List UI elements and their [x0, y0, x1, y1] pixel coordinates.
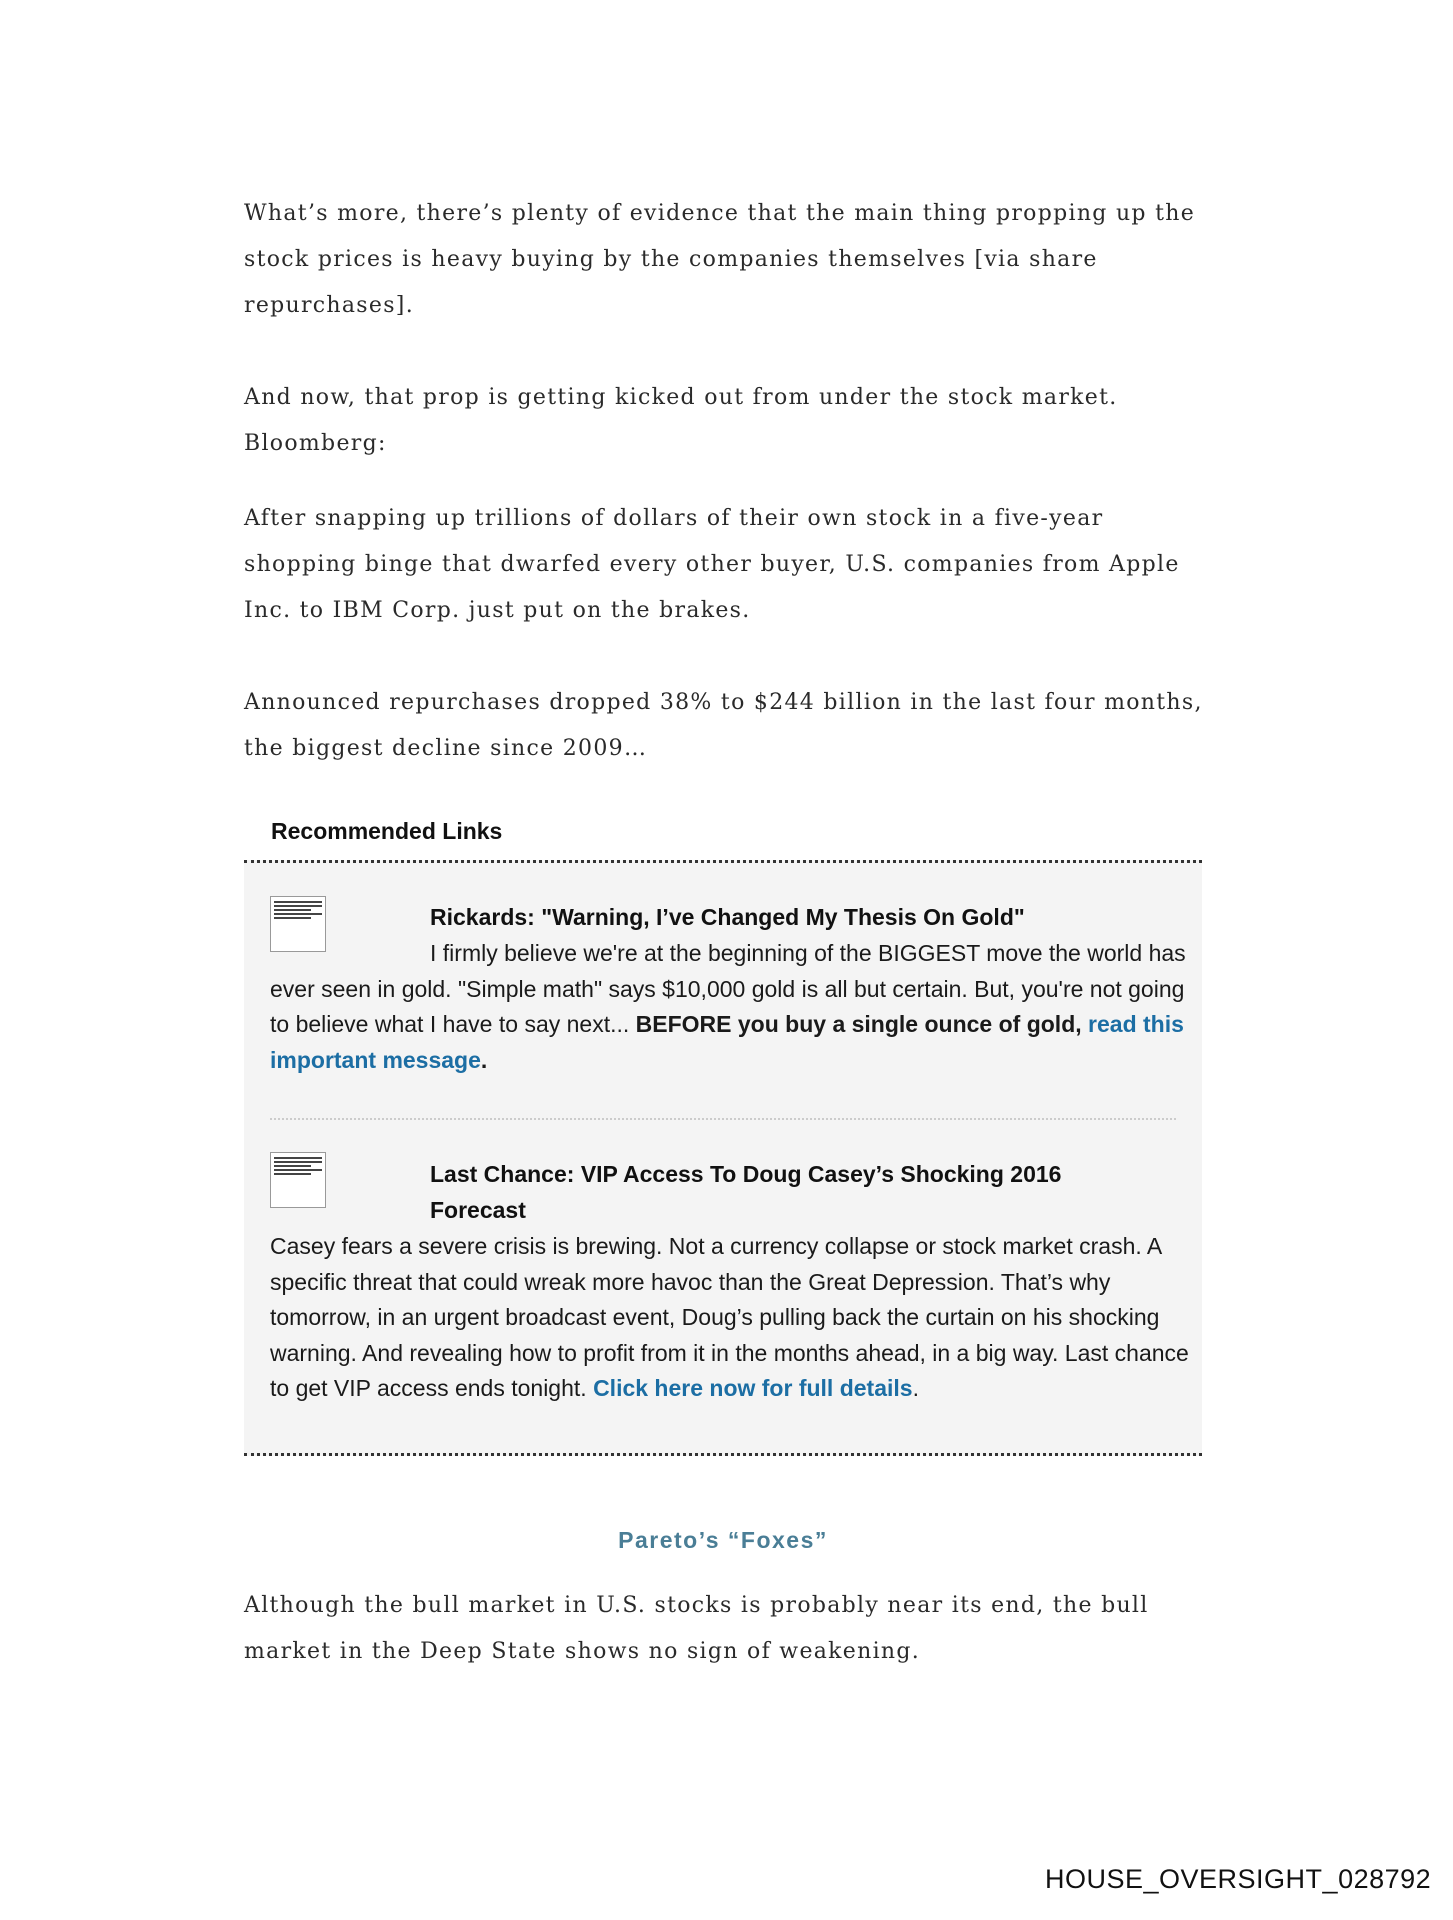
recommended-links-title: Recommended Links	[271, 818, 503, 844]
article-paragraph-5: Although the bull market in U.S. stocks is probably near its end, the bull market in the Deep State shows no sign of weakening.	[244, 1593, 1149, 1664]
article-quote-paragraph-1: After snapping up trillions of dollars of their own stock in a five-year shopping binge that dwarfed every other buyer, U.S. companies from Apple Inc. to IBM Corp. just put on the brakes.	[244, 506, 1180, 623]
ad-body-gold	[270, 936, 1190, 1078]
full-details-link[interactable]: Click here now for full details	[593, 1375, 913, 1401]
read-message-link[interactable]: read this important message	[270, 1011, 1184, 1073]
ad-body-end: .	[912, 1375, 919, 1401]
article-paragraph-1: What’s more, there’s plenty of evidence that the main thing propping up the stock prices is heavy buying by the companies themselves [via share repurchases].	[244, 201, 1196, 318]
ad-body-bold: BEFORE you buy a single ounce of gold,	[635, 1011, 1082, 1037]
ad-body-text: I firmly believe we're at the beginning of the BIGGEST move the world has ever seen in gold. "Simple math" says $10,000 gold is all but certain. But, you're not going to believe what I have to say next...	[270, 940, 1186, 1037]
ad-body-text: Casey fears a severe crisis is brewing. Not a currency collapse or stock market crash. A specific threat that could wreak more havoc than the Great Depression. That’s why tomorrow, in an urgent broadcast event, Doug’s pulling back the curtain on his shocking warning. And revealing how to profit from it in the months ahead, in a big way. Last chance to get VIP access ends tonight.	[270, 1233, 1189, 1401]
document-id-stamp: HOUSE_OVERSIGHT_028792	[1045, 1864, 1432, 1894]
ad-headline-gold[interactable]: Rickards: "Warning, I’ve Changed My Thesis On Gold"	[430, 904, 1025, 930]
article-paragraph-2: And now, that prop is getting kicked out from under the stock market. Bloomberg:	[244, 385, 1118, 456]
ad-divider	[270, 1118, 1176, 1120]
ad-body-end: .	[480, 1046, 488, 1073]
recommended-links-box	[244, 860, 1202, 1456]
ad-thumbnail-image[interactable]	[270, 1152, 326, 1208]
article-quote-paragraph-2: Announced repurchases dropped 38% to $244 billion in the last four months, the biggest decline since 2009…	[244, 690, 1203, 761]
ad-headline-casey[interactable]: Last Chance: VIP Access To Doug Casey’s Shocking 2016 Forecast	[430, 1161, 1062, 1223]
ad-body-casey	[270, 1229, 1190, 1407]
section-heading: Pareto’s “Foxes”	[618, 1527, 828, 1553]
